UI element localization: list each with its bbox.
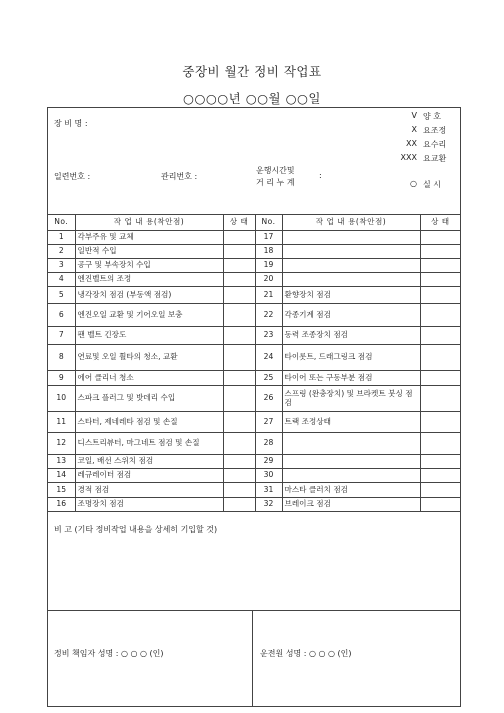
table-row (48, 371, 460, 386)
item-status-cell[interactable] (420, 327, 460, 345)
item-status-cell[interactable] (223, 498, 255, 512)
item-status-cell[interactable] (223, 371, 255, 386)
table-row (48, 245, 460, 259)
item-status-cell[interactable] (223, 287, 255, 304)
item-status-cell[interactable] (223, 245, 255, 259)
legend-item (395, 111, 455, 123)
col-content-header: 작 업 내 용(착안점) (282, 214, 420, 231)
item-number: 24 (255, 345, 282, 371)
item-description: 조명장치 점검 (75, 498, 223, 512)
item-number: 22 (255, 304, 282, 327)
table-row (48, 287, 460, 304)
table-row (48, 469, 460, 483)
legend-label: 요교환 (423, 154, 447, 163)
legend-symbol: V (411, 111, 417, 120)
item-number: 15 (48, 483, 75, 498)
item-description: 스프링 (완충장치) 및 브라켓트 붓싱 점검 (282, 386, 420, 412)
legend-label: 요수리 (423, 140, 447, 149)
col-no-header: No. (255, 214, 282, 231)
item-number: 18 (255, 245, 282, 259)
item-status-cell[interactable] (420, 287, 460, 304)
driver-signature: 운전원 성명 : ○ ○ ○ (인) (260, 649, 352, 658)
item-number: 30 (255, 469, 282, 483)
item-description: 연료및 오일 휠타의 청소, 교환 (75, 345, 223, 371)
signature-divider (252, 611, 253, 707)
table-row (48, 498, 460, 512)
item-description: 일반적 수입 (75, 245, 223, 259)
item-number: 31 (255, 483, 282, 498)
item-description: 각부주유 및 교체 (75, 231, 223, 245)
item-description: 환향장치 점검 (282, 287, 420, 304)
header-section (48, 108, 460, 215)
item-number: 9 (48, 371, 75, 386)
item-number: 26 (255, 386, 282, 412)
item-description (282, 469, 420, 483)
table-row (48, 433, 460, 455)
item-description (282, 273, 420, 287)
item-number: 13 (48, 455, 75, 469)
item-number: 1 (48, 231, 75, 245)
item-status-cell[interactable] (223, 273, 255, 287)
item-number: 29 (255, 455, 282, 469)
item-status-cell[interactable] (420, 455, 460, 469)
item-number: 10 (48, 386, 75, 412)
item-number: 12 (48, 433, 75, 455)
item-number: 8 (48, 345, 75, 371)
item-description: 트랙 조정상태 (282, 412, 420, 433)
col-status-header: 상 태 (420, 214, 460, 231)
item-description: 냉각장치 점검 (부동액 점검) (75, 287, 223, 304)
col-no-header: No. (48, 214, 75, 231)
item-description: 타이어 또는 구동부분 점검 (282, 371, 420, 386)
remarks-section (48, 520, 460, 610)
table-row (48, 327, 460, 345)
distance-total-label: 거 리 누 계 (256, 178, 295, 187)
item-status-cell[interactable] (420, 371, 460, 386)
item-description: 코일, 배선 스위치 점검 (75, 455, 223, 469)
item-number: 5 (48, 287, 75, 304)
legend-symbol: X (411, 125, 417, 134)
done-symbol: ○ (410, 179, 417, 188)
item-description: 마스타 클러치 점검 (282, 483, 420, 498)
item-description (282, 455, 420, 469)
item-status-cell[interactable] (420, 345, 460, 371)
equipment-name-label: 장 비 명 : (54, 119, 88, 128)
item-number: 16 (48, 498, 75, 512)
item-status-cell[interactable] (420, 273, 460, 287)
item-number: 2 (48, 245, 75, 259)
item-status-cell[interactable] (420, 245, 460, 259)
item-number: 3 (48, 259, 75, 273)
item-status-cell[interactable] (420, 412, 460, 433)
item-description (282, 259, 420, 273)
maintenance-manager-signature: 정비 책임자 성명 : ○ ○ ○ (인) (54, 649, 164, 658)
item-status-cell[interactable] (223, 304, 255, 327)
item-status-cell[interactable] (223, 259, 255, 273)
item-number: 19 (255, 259, 282, 273)
col-content-header: 작 업 내 용(착안점) (75, 214, 223, 231)
table-row (48, 483, 460, 498)
item-status-cell[interactable] (223, 327, 255, 345)
item-status-cell[interactable] (420, 433, 460, 455)
item-description: 경적 점검 (75, 483, 223, 498)
table-row (48, 273, 460, 287)
item-description: 엔진오일 교환 및 기어오일 보충 (75, 304, 223, 327)
item-status-cell[interactable] (223, 455, 255, 469)
item-description: 스타터, 제네레타 점검 및 손질 (75, 412, 223, 433)
item-status-cell[interactable] (223, 483, 255, 498)
item-number: 6 (48, 304, 75, 327)
item-description: 디스트리뷰터, 마그네트 점검 및 손질 (75, 433, 223, 455)
remarks-label: 비 고 (기타 정비작업 내용을 상세히 기입할 것) (54, 525, 218, 534)
item-status-cell[interactable] (420, 386, 460, 412)
item-number: 21 (255, 287, 282, 304)
signature-section (48, 610, 460, 707)
table-row (48, 345, 460, 371)
item-description (282, 231, 420, 245)
table-row (48, 412, 460, 433)
item-status-cell[interactable] (420, 498, 460, 512)
item-description: 각종기계 점검 (282, 304, 420, 327)
item-status-cell[interactable] (223, 469, 255, 483)
item-description: 스파크 플러그 및 밧데리 수입 (75, 386, 223, 412)
item-status-cell[interactable] (223, 231, 255, 245)
table-row (48, 455, 460, 469)
item-status-cell[interactable] (223, 433, 255, 455)
item-number: 4 (48, 273, 75, 287)
form-title: 중장비 월간 정비 작업표 (182, 64, 322, 79)
item-number: 7 (48, 327, 75, 345)
item-status-cell[interactable] (223, 386, 255, 412)
item-description: 엔진벨트의 조정 (75, 273, 223, 287)
legend-symbol: XXX (400, 153, 417, 162)
legend-label: 요조정 (423, 126, 447, 135)
table-header-row (48, 214, 460, 231)
item-number: 17 (255, 231, 282, 245)
item-status-cell[interactable] (420, 304, 460, 327)
item-number: 20 (255, 273, 282, 287)
serial-number-label: 일련번호 : (54, 172, 91, 181)
table-row (48, 259, 460, 273)
item-description: 에어 클리너 청소 (75, 371, 223, 386)
item-number: 27 (255, 412, 282, 433)
work-sheet-form (47, 107, 461, 707)
item-number: 25 (255, 371, 282, 386)
item-number: 32 (255, 498, 282, 512)
item-number: 14 (48, 469, 75, 483)
hours-colon: : (319, 171, 322, 180)
item-number: 28 (255, 433, 282, 455)
table-row (48, 386, 460, 412)
legend-item (395, 139, 455, 151)
work-items-table (48, 214, 460, 512)
item-description: 레규레이터 점검 (75, 469, 223, 483)
item-description: 타이롯트, 드래그링크 점검 (282, 345, 420, 371)
item-status-cell[interactable] (420, 259, 460, 273)
operating-hours-label: 운행시간및 (256, 166, 295, 175)
col-status-header: 상 태 (223, 214, 255, 231)
item-description: 팬 벨트 긴장도 (75, 327, 223, 345)
management-number-label: 관리번호 : (161, 172, 198, 181)
legend-item (395, 125, 455, 137)
item-description: 공구 및 부속장치 수입 (75, 259, 223, 273)
item-status-cell[interactable] (420, 483, 460, 498)
item-description (282, 245, 420, 259)
item-description: 동력 조종장치 점검 (282, 327, 420, 345)
item-number: 11 (48, 412, 75, 433)
table-row (48, 231, 460, 245)
legend-item (395, 153, 455, 165)
item-number: 23 (255, 327, 282, 345)
item-status-cell[interactable] (223, 345, 255, 371)
legend-symbol: XX (406, 139, 417, 148)
item-status-cell[interactable] (420, 469, 460, 483)
table-row (48, 304, 460, 327)
item-status-cell[interactable] (223, 412, 255, 433)
legend-label: 양 호 (423, 112, 441, 121)
item-description (282, 433, 420, 455)
done-label: 실 시 (423, 180, 441, 189)
legend-item-done (395, 179, 455, 191)
date-line: ○○○○년 ○○월 ○○일 (183, 91, 321, 106)
item-description: 브레이크 점검 (282, 498, 420, 512)
item-status-cell[interactable] (420, 231, 460, 245)
